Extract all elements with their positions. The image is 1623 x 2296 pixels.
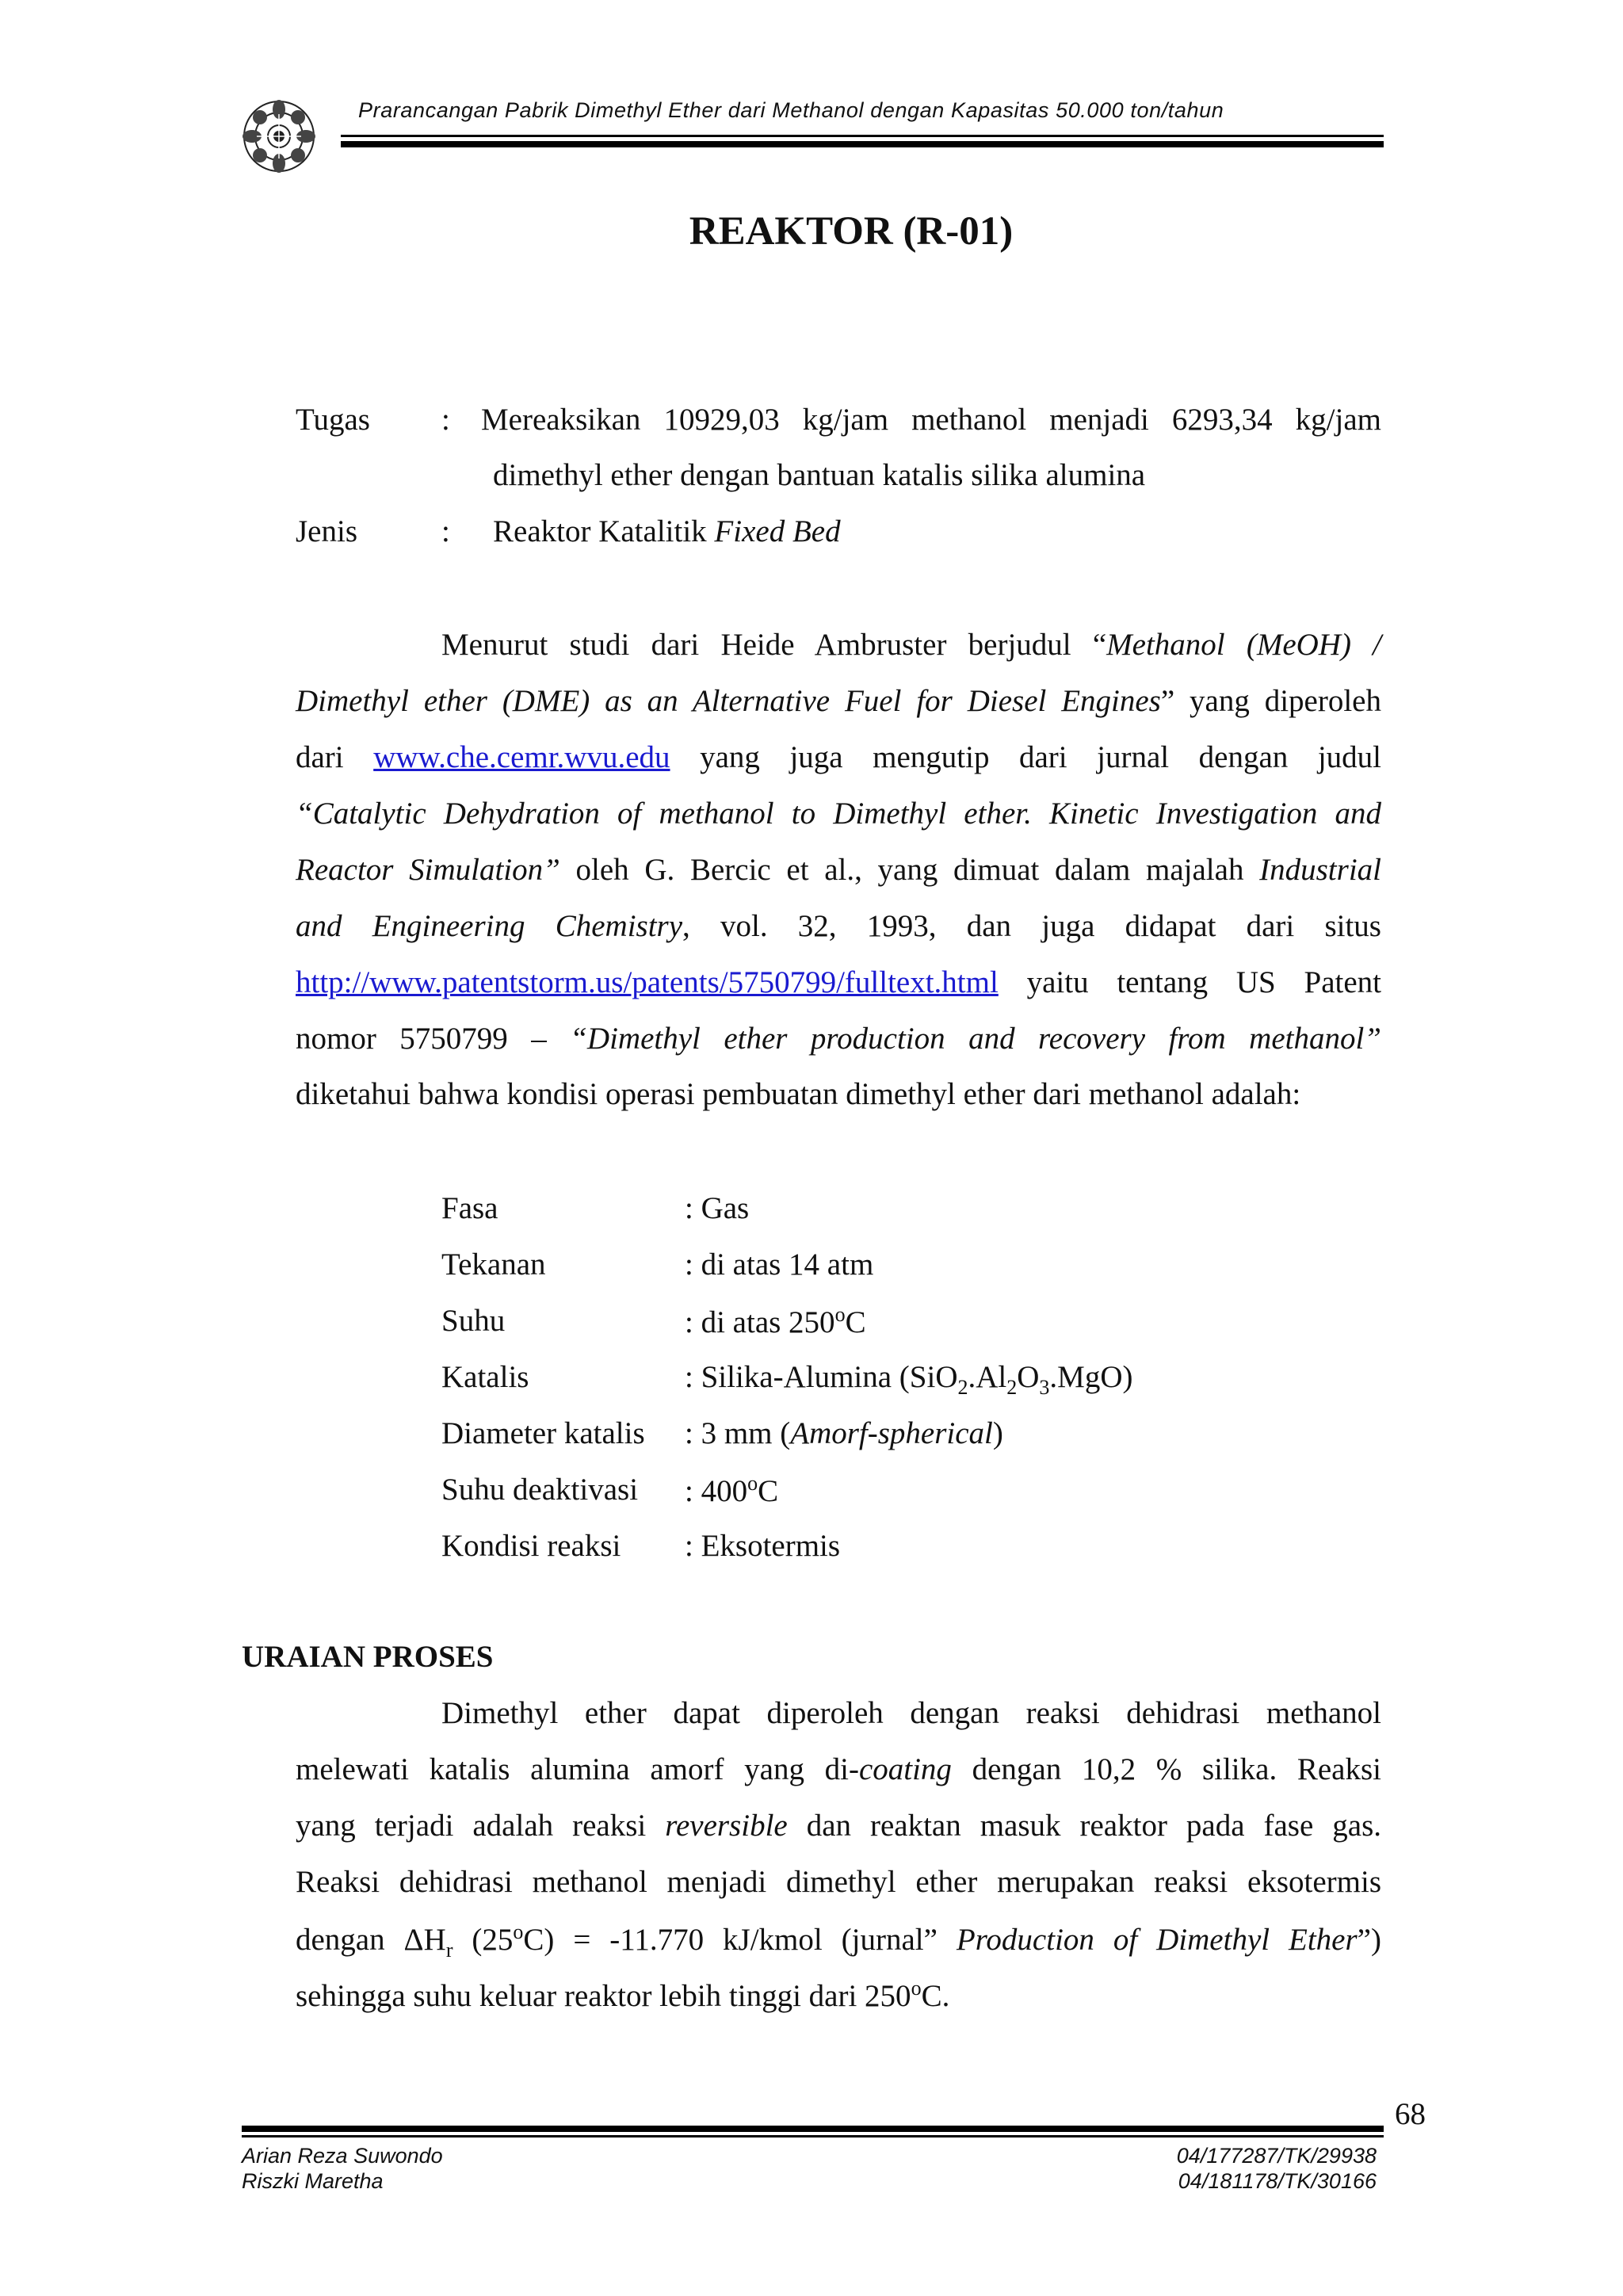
intro-l3-text-b: yang juga mengutip dari jurnal dengan judul: [700, 740, 1382, 774]
intro-l8-italic: “Dimethyl ether production and recovery from methanol”: [570, 1022, 1382, 1056]
header-rule-thin: [341, 135, 1384, 137]
process-l5-d: ”): [1357, 1923, 1381, 1957]
cond-deaktivasi-value: [685, 1472, 778, 1509]
jenis-colon: :: [441, 514, 450, 548]
process-l6-sup: o: [911, 1977, 922, 2000]
cond-diameter-value: [685, 1415, 1003, 1451]
process-l3-a: yang terjadi adalah reaksi: [296, 1809, 666, 1843]
process-l6-a: sehingga suhu keluar reaktor lebih tinggi dari 250: [296, 1979, 911, 2013]
katalis-d: .MgO): [1049, 1360, 1133, 1394]
footer-rule-thick: [242, 2126, 1384, 2132]
katalis-sub-1: 2: [957, 1375, 968, 1399]
intro-l1-text: Menurut studi dari Heide Ambruster berjudul “: [441, 628, 1107, 662]
footer-author-2: Riszki Maretha: [242, 2169, 384, 2193]
jenis-value-text: Reaktor Katalitik: [493, 514, 707, 548]
page-title: REAKTOR (R-01): [689, 209, 1014, 254]
intro-l2-text: ” yang diperoleh: [1160, 684, 1381, 718]
katalis-c: O: [1017, 1360, 1040, 1394]
process-l3-italic: reversible: [665, 1809, 788, 1843]
patentstorm-link[interactable]: http://www.patentstorm.us/patents/5750799/fulltext.html: [296, 965, 999, 999]
intro-line-5: [296, 852, 1381, 888]
process-l5-c: C) = -11.770 kJ/kmol (jurnal”: [523, 1923, 957, 1957]
tugas-line-1: Mereaksikan 10929,03 kg/jam methanol menjadi 6293,34 kg/jam: [481, 403, 1381, 437]
tugas-line-2: dimethyl ether dengan bantuan katalis silika alumina: [493, 458, 1146, 492]
cond-reaksi-label: Kondisi reaksi: [441, 1529, 621, 1563]
diameter-b: ): [992, 1416, 1003, 1450]
cond-suhu-degree: o: [834, 1303, 846, 1326]
intro-l6-italic: and Engineering Chemistry: [296, 909, 683, 943]
intro-line-1: [441, 627, 1381, 663]
jenis-value-italic: Fixed Bed: [714, 514, 841, 548]
cond-reaksi-value: : Eksotermis: [685, 1529, 841, 1563]
section-heading: URAIAN PROSES: [242, 1640, 494, 1674]
diameter-italic: Amorf-spherical: [790, 1416, 993, 1450]
process-l5-b: (25: [453, 1923, 514, 1957]
intro-line-9: diketahui bahwa kondisi operasi pembuatan dimethyl ether dari methanol adalah:: [296, 1077, 1301, 1111]
katalis-sub-2: 2: [1006, 1375, 1018, 1399]
cond-fasa-label: Fasa: [441, 1191, 498, 1225]
tugas-label: Tugas: [296, 403, 370, 437]
process-line-5: [296, 1920, 1381, 1962]
process-l3-b: dan reaktan masuk reaktor pada fase gas.: [787, 1809, 1381, 1843]
cond-tekanan-value: : di atas 14 atm: [685, 1247, 874, 1282]
wvu-link[interactable]: www.che.cemr.wvu.edu: [373, 740, 670, 774]
katalis-a: : Silika-Alumina (SiO: [685, 1360, 958, 1394]
tugas-colon: :: [441, 403, 450, 437]
process-l2-a: melewati katalis alumina amorf yang di-: [296, 1752, 859, 1786]
footer-author-1: Arian Reza Suwondo: [242, 2144, 443, 2168]
footer-id-2: 04/181178/TK/30166: [1178, 2169, 1377, 2193]
intro-line-7: [296, 965, 1381, 1000]
jenis-value: [493, 514, 841, 549]
footer-rule-thin: [242, 2135, 1384, 2137]
intro-l3-text-a: dari: [296, 740, 344, 774]
page-number: 68: [1395, 2097, 1426, 2131]
cond-suhu-text: : di atas 250: [685, 1305, 835, 1339]
process-line-6: [296, 1977, 949, 2014]
intro-line-8: [296, 1021, 1381, 1056]
cond-suhu-unit: C: [845, 1305, 866, 1339]
intro-l6-text: , vol. 32, 1993, dan juga didapat dari situs: [682, 909, 1381, 943]
cond-suhu-label: Suhu: [441, 1304, 506, 1338]
intro-l1-italic: Methanol (MeOH) /: [1106, 628, 1381, 662]
process-l2-b: dengan 10,2 % silika. Reaksi: [951, 1752, 1382, 1786]
university-seal-logo: [241, 98, 317, 174]
intro-l5-text: oleh G. Bercic et al., yang dimuat dalam majalah: [559, 853, 1260, 887]
intro-l7-text: yaitu tentang US Patent: [998, 965, 1381, 999]
process-l5-a: dengan ΔH: [296, 1923, 446, 1957]
process-l2-italic: coating: [858, 1752, 952, 1786]
katalis-b: .Al: [968, 1360, 1007, 1394]
process-line-3: [296, 1808, 1381, 1843]
intro-line-3: [296, 739, 1381, 775]
process-l5-sup: o: [513, 1920, 524, 1943]
cond-tekanan-label: Tekanan: [441, 1247, 546, 1282]
cond-suhu-value: [685, 1303, 866, 1340]
deaktivasi-text: : 400: [685, 1474, 748, 1508]
process-l5-sub: r: [445, 1938, 453, 1962]
intro-l2-italic: Dimethyl ether (DME) as an Alternative Fuel for Diesel Engines: [296, 684, 1161, 718]
process-l5-italic: Production of Dimethyl Ether: [956, 1923, 1358, 1957]
deaktivasi-unit: C: [758, 1474, 779, 1508]
cond-katalis-value: [685, 1359, 1133, 1400]
header-rule-thick: [341, 141, 1384, 147]
cond-fasa-value: : Gas: [685, 1191, 750, 1225]
process-line-1: Dimethyl ether dapat diperoleh dengan reaksi dehidrasi methanol: [441, 1696, 1381, 1730]
process-line-4: Reaksi dehidrasi methanol menjadi dimethyl ether merupakan reaksi eksotermis: [296, 1865, 1381, 1899]
process-l6-b: C.: [921, 1979, 950, 2013]
intro-l8-text: nomor 5750799 –: [296, 1022, 571, 1056]
header-title: Prarancangan Pabrik Dimethyl Ether dari Methanol dengan Kapasitas 50.000 ton/tahun: [358, 98, 1224, 122]
intro-line-2: [296, 683, 1381, 719]
jenis-label: Jenis: [296, 514, 357, 548]
intro-l5-italic-a: Reactor Simulation”: [296, 853, 560, 887]
intro-line-6: [296, 908, 1381, 944]
footer-id-1: 04/177287/TK/29938: [1176, 2144, 1377, 2168]
cond-diameter-label: Diameter katalis: [441, 1416, 645, 1450]
diameter-a: : 3 mm (: [685, 1416, 791, 1450]
katalis-sub-3: 3: [1039, 1375, 1050, 1399]
intro-line-4: “Catalytic Dehydration of methanol to Dimethyl ether. Kinetic Investigation and: [296, 797, 1381, 831]
cond-katalis-label: Katalis: [441, 1360, 529, 1394]
cond-deaktivasi-label: Suhu deaktivasi: [441, 1473, 639, 1507]
process-line-2: [296, 1752, 1381, 1787]
intro-l5-italic-b: Industrial: [1259, 853, 1381, 887]
deaktivasi-degree: o: [747, 1472, 758, 1495]
